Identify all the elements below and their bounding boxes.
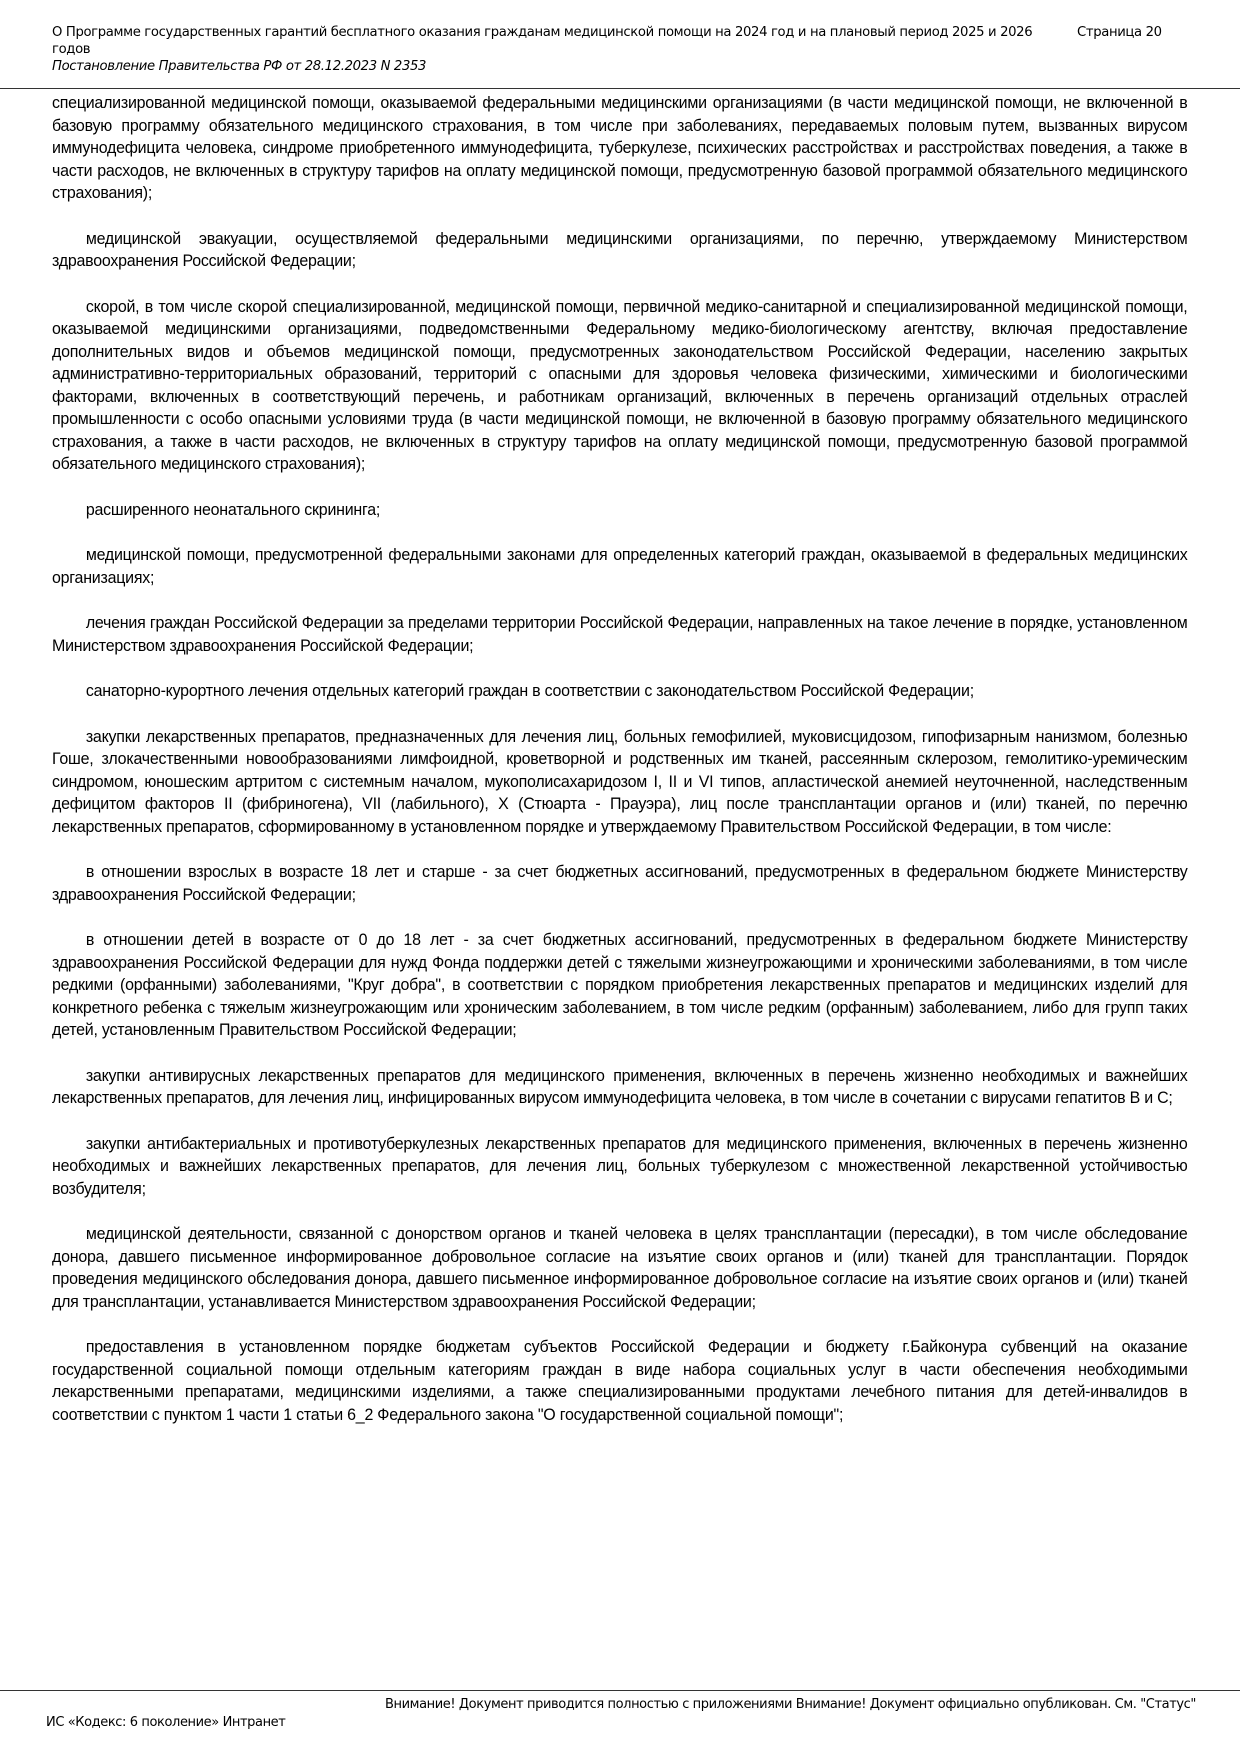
paragraph: медицинской эвакуации, осуществляемой федеральными медицинскими организациями, по перечню, утверждаемому Министерством здравоохранения Российской Федерации; [52, 228, 1188, 270]
paragraph: в отношении детей в возрасте от 0 до 18 лет - за счет бюджетных ассигнований, предусмотренных в федеральном бюджете Министерству здравоохранения Российской Федерации для нужд Фонда поддержки детей с тяжелыми жизнеугрожающими и хроническими заболеваниями, в том числе редкими (орфанными) заболеваниями, "Круг добра", в соответствии с порядком приобретения лекарственных препаратов и медицинских изделий для конкретного ребенка с тяжелым жизнеугрожающим или хроническим заболеванием, в том числе редким (орфанным) заболеванием, либо для групп таких детей, установленным Правительством Российской Федерации; [52, 930, 1188, 1039]
publication-notice: Внимание! Документ приводится полностью с приложениями Внимание! Документ официально опубликован. См. "Статус" [385, 1697, 1196, 1712]
paragraph: закупки лекарственных препаратов, предназначенных для лечения лиц, больных гемофилией, муковисцидозом, гипофизарным нанизмом, болезнью Гоше, злокачественными новообразованиями лимфоидной, кроветворной и родственных им тканей, рассеянным склерозом, гемолитико-уремическим синдромом, юношеским артритом с системным началом, мукополисахаридозом I, II и VI типов, апластической анемией неуточненной, наследственным дефицитом факторов II (фибриногена), VII (лабильного), X (Стюарта - Прауэра), лиц после трансплантации органов и (или) тканей, по перечню лекарственных препаратов, сформированному в установленном порядке и утверждаемому Правительством Российской Федерации, в том числе: [52, 726, 1188, 836]
paragraph: скорой, в том числе скорой специализированной, медицинской помощи, первичной медико-санитарной и специализированной медицинской помощи, оказываемой медицинскими организациями, подведомственными Федеральному медико-биологическому агентству, включая предоставление дополнительных видов и объемов медицинской помощи, предусмотренных законодательством Российской Федерации, населению закрытых административно-территориальных образований, территорий с опасными для здоровья человека физическими, химическими и биологическими факторами, включенных в соответствующий перечень, и работникам организаций, включенных в перечень организаций отдельных отраслей промышленности с особо опасными условиями труда (в части медицинской помощи, не включенной в базовую программу обязательного медицинского страхования, а также в части расходов, не включенных в структуру тарифов на оплату медицинской помощи, предусмотренную базовой программой обязательного медицинского страхования); [52, 296, 1188, 473]
document-title: О Программе государственных гарантий бесплатного оказания гражданам медицинской помощи на 2024 год и на плановый период 2025 и 2026 годов [52, 25, 1033, 57]
page-header [52, 24, 1182, 75]
decree-reference: Постановление Правительства РФ от 28.12.2023 N 2353 [52, 59, 427, 74]
paragraph: предоставления в установленном порядке бюджетам субъектов Российской Федерации и бюджету г.Байконура субвенций на оказание государственной социальной помощи отдельным категориям граждан в виде набора социальных услуг в части обеспечения необходимыми лекарственными препаратами, медицинскими изделиями, а также специализированными продуктами лечебного питания для детей-инвалидов в соответствии с пунктом 1 части 1 статьи 6_2 Федерального закона "О государственной социальной помощи"; [52, 1337, 1188, 1424]
paragraph: закупки антивирусных лекарственных препаратов для медицинского применения, включенных в перечень жизненно необходимых и важнейших лекарственных препаратов, для лечения лиц, инфицированных вирусом иммунодефицита человека, в том числе в сочетании с вирусами гепатитов B и C; [52, 1065, 1188, 1107]
page-footer [46, 1696, 1196, 1732]
paragraph: лечения граждан Российской Федерации за пределами территории Российской Федерации, направленных на такое лечение в порядке, установленном Министерством здравоохранения Российской Федерации; [52, 613, 1188, 655]
header-divider [0, 88, 1240, 89]
paragraph: в отношении взрослых в возрасте 18 лет и старше - за счет бюджетных ассигнований, предусмотренных в федеральном бюджете Министерству здравоохранения Российской Федерации; [52, 862, 1188, 904]
paragraph: санаторно-курортного лечения отдельных категорий граждан в соответствии с законодательством Российской Федерации; [85, 681, 974, 700]
paragraph: медицинской помощи, предусмотренной федеральными законами для определенных категорий граждан, оказываемой в федеральных медицинских организациях; [52, 545, 1188, 587]
paragraph: закупки антибактериальных и противотуберкулезных лекарственных препаратов для медицинского применения, включенных в перечень жизненно необходимых и важнейших лекарственных препаратов, для лечения лиц, больных туберкулезом с множественной лекарственной устойчивостью возбудителя; [52, 1133, 1188, 1198]
paragraph-continuation: специализированной медицинской помощи, оказываемой федеральными медицинскими организациями (в части медицинской помощи, не включенной в базовую программу обязательного медицинского страхования, в том числе при заболеваниях, передаваемых половым путем, вызванных вирусом иммунодефицита человека, синдроме приобретенного иммунодефицита, туберкулезе, психических расстройствах и расстройствах поведения, а также в части расходов, не включенных в структуру тарифов на оплату медицинской помощи, предусмотренную базовой программой обязательного медицинского страхования); [52, 93, 1188, 202]
paragraph: расширенного неонатального скрининга; [85, 499, 381, 519]
document-body [52, 92, 1188, 1449]
paragraph: медицинской деятельности, связанной с донорством органов и тканей человека в целях трансплантации (пересадки), в том числе обследование донора, давшего письменное информированное добровольное согласие на изъятие своих органов и (или) тканей для трансплантации. Порядок проведения медицинского обследования донора, давшего письменное информированное добровольное согласие на изъятие своих органов и (или) тканей для трансплантации, устанавливается Министерством здравоохранения Российской Федерации; [52, 1224, 1188, 1311]
footer-divider [0, 1690, 1240, 1691]
page-number: Страница 20 [1077, 25, 1162, 40]
system-label: ИС «Кодекс: 6 поколение» Интранет [46, 1715, 286, 1730]
